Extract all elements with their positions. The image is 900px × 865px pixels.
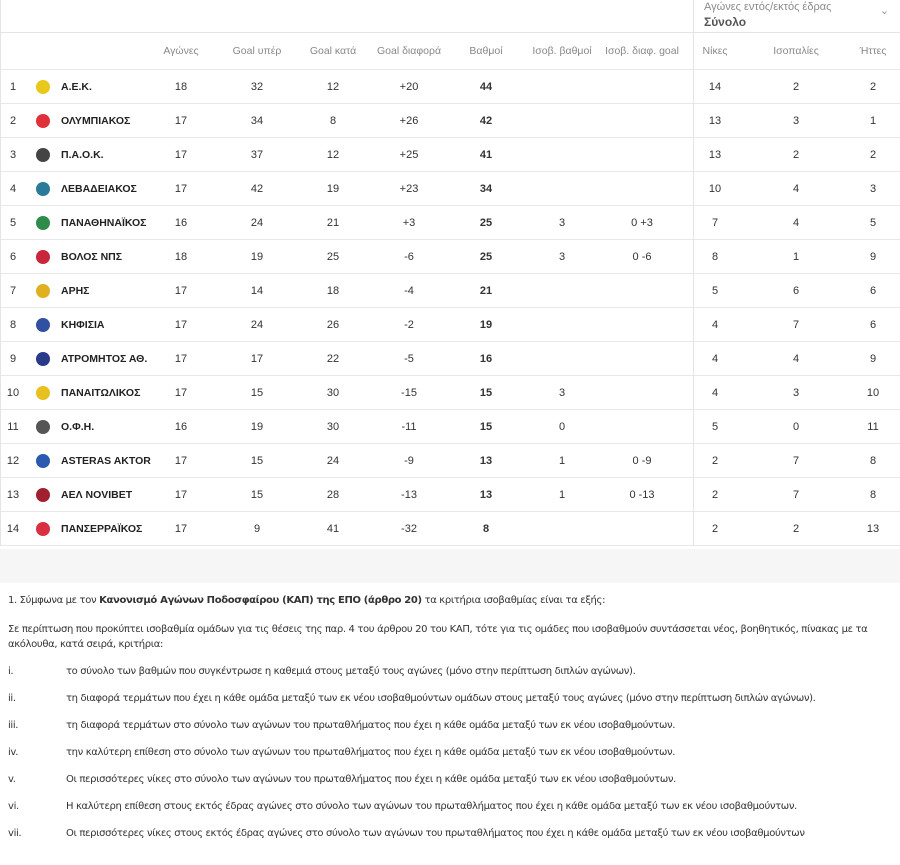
cell-tie-points: 0 <box>558 420 566 433</box>
notes-paragraph: Σε περίπτωση που προκύπτει ισοβαθμία ομάδων για τις θέσεις της παρ. 4 του άρθρου 20 του ΚΑΠ, τότε για τις ομάδες που ισοβαθμούν συντάσσεται νέος, βοηθητικός, πίνακας με τα ακόλουθα, κατά σειρά, κριτήρια: <box>8 624 868 650</box>
cell-losses: 6 <box>869 318 877 331</box>
cell-wins: 2 <box>711 522 719 535</box>
cell-wins: 4 <box>711 386 719 399</box>
team-logo-icon <box>36 182 50 196</box>
cell-goals-for: 15 <box>250 454 264 467</box>
divider <box>693 376 694 409</box>
cell-wins: 2 <box>711 454 719 467</box>
divider <box>693 240 694 273</box>
criterion-number: v. <box>8 774 16 785</box>
cell-goals-against: 25 <box>326 250 340 263</box>
cell-position: 3 <box>9 148 17 161</box>
cell-played: 17 <box>174 454 188 467</box>
table-row[interactable] <box>1 172 900 206</box>
criterion-item <box>8 828 892 839</box>
cell-played: 17 <box>174 522 188 535</box>
team-name-link[interactable]: ASTERAS AKTOR <box>61 454 151 467</box>
team-logo-icon <box>36 114 50 128</box>
cell-points: 16 <box>479 352 493 365</box>
cell-draws: 2 <box>792 148 800 161</box>
team-logo-icon <box>36 80 50 94</box>
header-goals-against: Goal κατά <box>309 45 357 57</box>
divider <box>693 33 694 69</box>
table-row[interactable] <box>1 444 900 478</box>
header-goals-for: Goal υπέρ <box>232 45 282 57</box>
team-name-link[interactable]: ΑΤΡΟΜΗΤΟΣ ΑΘ. <box>61 352 148 365</box>
cell-position: 4 <box>9 182 17 195</box>
cell-played: 18 <box>174 80 188 93</box>
cell-points: 8 <box>482 522 490 535</box>
header-goal-difference: Goal διαφορά <box>376 45 442 57</box>
cell-draws: 6 <box>792 284 800 297</box>
team-name-link[interactable]: Ο.Φ.Η. <box>61 420 95 433</box>
cell-goals-for: 37 <box>250 148 264 161</box>
cell-played: 18 <box>174 250 188 263</box>
cell-points: 25 <box>479 216 493 229</box>
cell-position: 6 <box>9 250 17 263</box>
table-row[interactable] <box>1 376 900 410</box>
team-logo-icon <box>36 352 50 366</box>
cell-goal-difference: -2 <box>404 318 414 331</box>
cell-played: 17 <box>174 386 188 399</box>
criterion-item <box>8 720 892 731</box>
intro-text: 1. Σύμφωνα με τον <box>8 595 100 606</box>
criterion-number: vi. <box>8 801 19 812</box>
cell-goals-for: 24 <box>250 318 264 331</box>
table-header-row <box>1 33 900 70</box>
cell-goals-against: 30 <box>326 420 340 433</box>
cell-played: 17 <box>174 488 188 501</box>
criterion-number: ii. <box>8 693 16 704</box>
cell-goals-for: 17 <box>250 352 264 365</box>
cell-draws: 4 <box>792 182 800 195</box>
cell-draws: 1 <box>792 250 800 263</box>
cell-draws: 4 <box>792 352 800 365</box>
cell-points: 15 <box>479 420 493 433</box>
cell-losses: 9 <box>869 250 877 263</box>
table-row[interactable] <box>1 342 900 376</box>
team-logo-icon <box>36 454 50 468</box>
cell-wins: 8 <box>711 250 719 263</box>
cell-goal-difference: -9 <box>404 454 414 467</box>
cell-wins: 10 <box>708 182 722 195</box>
cell-points: 42 <box>479 114 493 127</box>
cell-draws: 2 <box>792 80 800 93</box>
criterion-text: Οι περισσότερες νίκες στους εκτός έδρας αγώνες στο σύνολο των αγώνων του πρωταθλήματος που έχει η κάθε ομάδα μεταξύ των εκ νέου ισοβαθμούντων <box>66 828 805 839</box>
cell-tie-goal-diff: 0 -13 <box>629 488 655 501</box>
divider <box>693 274 694 307</box>
cell-goals-against: 30 <box>326 386 340 399</box>
divider <box>693 478 694 511</box>
criterion-number: vii. <box>8 828 22 839</box>
table-row[interactable] <box>1 70 900 104</box>
cell-goal-difference: +25 <box>399 148 419 161</box>
team-name-link[interactable]: ΑΕΛ NOVIBET <box>61 488 133 501</box>
cell-position: 10 <box>6 386 20 399</box>
cell-position: 2 <box>9 114 17 127</box>
cell-losses: 11 <box>867 420 879 433</box>
cell-wins: 13 <box>708 114 722 127</box>
team-logo-icon <box>36 522 50 536</box>
cell-position: 7 <box>9 284 17 297</box>
criterion-item <box>8 693 892 704</box>
cell-goals-against: 22 <box>326 352 340 365</box>
cell-goal-difference: -4 <box>404 284 414 297</box>
criterion-item <box>8 774 892 785</box>
cell-tie-points: 1 <box>558 454 566 467</box>
cell-goal-difference: -11 <box>401 420 417 433</box>
team-name-link[interactable]: ΑΡΗΣ <box>61 284 90 297</box>
cell-losses: 6 <box>869 284 877 297</box>
criterion-text: τη διαφορά τερμάτων στο σύνολο των αγώνων του πρωταθλήματος που έχει η κάθε ομάδα μεταξύ των εκ νέου ισοβαθμούντων. <box>66 720 676 731</box>
cell-wins: 14 <box>708 80 722 93</box>
table-row[interactable] <box>1 410 900 444</box>
cell-points: 44 <box>479 80 493 93</box>
team-name-link[interactable]: ΚΗΦΙΣΙΑ <box>61 318 105 331</box>
cell-points: 25 <box>479 250 493 263</box>
criterion-text: τη διαφορά τερμάτων που έχει η κάθε ομάδα μεταξύ των εκ νέου ισοβαθμούντων ομάδων στους μεταξύ τους αγώνες (μόνο στην περίπτωση διπλών αγώνων). <box>66 693 816 704</box>
cell-goals-for: 15 <box>250 488 264 501</box>
divider <box>693 410 694 443</box>
team-logo-icon <box>36 386 50 400</box>
criterion-number: iv. <box>8 747 19 758</box>
divider <box>693 138 694 171</box>
cell-losses: 3 <box>869 182 877 195</box>
cell-wins: 2 <box>711 488 719 501</box>
team-name-link[interactable]: Π.Α.Ο.Κ. <box>61 148 104 161</box>
cell-draws: 0 <box>792 420 800 433</box>
table-row[interactable] <box>1 138 900 172</box>
criterion-item <box>8 801 892 812</box>
cell-wins: 5 <box>711 420 719 433</box>
cell-points: 41 <box>479 148 493 161</box>
cell-draws: 3 <box>792 114 800 127</box>
table-row[interactable] <box>1 308 900 342</box>
cell-goals-against: 8 <box>329 114 337 127</box>
divider <box>693 104 694 137</box>
cell-goals-against: 18 <box>326 284 340 297</box>
cell-draws: 4 <box>792 216 800 229</box>
cell-goals-for: 42 <box>250 182 264 195</box>
cell-goals-against: 26 <box>326 318 340 331</box>
divider <box>693 206 694 239</box>
cell-losses: 8 <box>869 454 877 467</box>
cell-tie-goal-diff: 0 -6 <box>632 250 652 263</box>
cell-points: 13 <box>479 454 493 467</box>
cell-draws: 7 <box>792 488 800 501</box>
criterion-item <box>8 747 892 758</box>
cell-goals-for: 19 <box>250 250 264 263</box>
cell-points: 19 <box>479 318 493 331</box>
cell-losses: 9 <box>869 352 877 365</box>
cell-position: 5 <box>9 216 17 229</box>
header-tie-points: Ισοβ. βαθμοί <box>532 45 592 57</box>
cell-position: 12 <box>6 454 20 467</box>
cell-draws: 3 <box>792 386 800 399</box>
chevron-down-icon: ⌄ <box>879 5 889 17</box>
criterion-number: i. <box>8 666 14 677</box>
cell-wins: 13 <box>708 148 722 161</box>
cell-goal-difference: +20 <box>399 80 419 93</box>
team-name-link[interactable]: ΠΑΝΣΕΡΡΑΪΚΟΣ <box>61 522 143 535</box>
cell-draws: 2 <box>792 522 800 535</box>
cell-goals-against: 28 <box>326 488 340 501</box>
cell-goals-for: 32 <box>250 80 264 93</box>
standings-table <box>0 33 900 546</box>
cell-goals-for: 19 <box>250 420 264 433</box>
divider <box>693 70 694 103</box>
cell-draws: 7 <box>792 454 800 467</box>
cell-played: 16 <box>174 420 188 433</box>
divider <box>693 308 694 341</box>
table-row[interactable] <box>1 104 900 138</box>
cell-wins: 4 <box>711 352 719 365</box>
table-row[interactable] <box>1 512 900 546</box>
cell-goals-against: 19 <box>326 182 340 195</box>
cell-wins: 4 <box>711 318 719 331</box>
cell-position: 14 <box>6 522 20 535</box>
table-row[interactable] <box>1 240 900 274</box>
cell-points: 15 <box>479 386 493 399</box>
cell-goals-for: 34 <box>250 114 264 127</box>
cell-goals-against: 24 <box>326 454 340 467</box>
cell-goals-for: 14 <box>250 284 264 297</box>
cell-losses: 8 <box>869 488 877 501</box>
team-name-link[interactable]: ΛΕΒΑΔΕΙΑΚΟΣ <box>61 182 137 195</box>
cell-position: 11 <box>7 420 19 433</box>
cell-goals-for: 15 <box>250 386 264 399</box>
cell-played: 16 <box>174 216 188 229</box>
section-gap <box>0 549 900 583</box>
team-logo-icon <box>36 250 50 264</box>
cell-position: 1 <box>9 80 17 93</box>
cell-goal-difference: -15 <box>401 386 417 399</box>
cell-played: 17 <box>174 148 188 161</box>
cell-goals-against: 12 <box>326 148 340 161</box>
team-logo-icon <box>36 148 50 162</box>
cell-played: 17 <box>174 352 188 365</box>
cell-losses: 13 <box>866 522 880 535</box>
table-top-bar <box>0 0 900 33</box>
header-tie-goal-diff: Ισοβ. διαφ. goal <box>605 45 679 57</box>
header-played: Αγώνες <box>163 45 199 57</box>
intro-bold-text: Κανονισμό Αγώνων Ποδοσφαίρου (ΚΑΠ) της ΕΠΟ (άρθρο 20) <box>99 595 422 606</box>
table-row[interactable] <box>1 274 900 308</box>
cell-goal-difference: -5 <box>404 352 414 365</box>
header-wins: Νίκες <box>702 45 728 57</box>
filter-value: Σύνολο <box>704 15 747 29</box>
notes-intro <box>8 593 892 608</box>
cell-goals-against: 21 <box>326 216 340 229</box>
divider <box>693 512 694 545</box>
cell-goals-against: 12 <box>326 80 340 93</box>
cell-goal-difference: -13 <box>401 488 417 501</box>
cell-tie-points: 3 <box>558 250 566 263</box>
cell-position: 13 <box>6 488 20 501</box>
team-logo-icon <box>36 318 50 332</box>
cell-goals-for: 9 <box>253 522 261 535</box>
team-name-link[interactable]: Α.Ε.Κ. <box>61 80 92 93</box>
cell-draws: 7 <box>792 318 800 331</box>
cell-losses: 10 <box>866 386 880 399</box>
criterion-text: το σύνολο των βαθμών που συγκέντρωσε η καθεμιά στους μεταξύ τους αγώνες (μόνο στην περίπτωση διπλών αγώνων). <box>66 666 636 677</box>
header-points: Βαθμοί <box>469 45 503 57</box>
criterion-item <box>8 666 892 677</box>
cell-goals-for: 24 <box>250 216 264 229</box>
cell-goal-difference: -6 <box>404 250 414 263</box>
cell-points: 21 <box>479 284 493 297</box>
cell-position: 9 <box>9 352 17 365</box>
tiebreak-notes <box>0 583 900 865</box>
cell-tie-goal-diff: 0 +3 <box>631 216 653 229</box>
table-row[interactable] <box>1 206 900 240</box>
team-logo-icon <box>36 284 50 298</box>
header-losses: Ήττες <box>859 45 887 57</box>
team-logo-icon <box>36 488 50 502</box>
cell-tie-points: 3 <box>558 386 566 399</box>
cell-losses: 2 <box>869 80 877 93</box>
cell-tie-goal-diff: 0 -9 <box>632 454 652 467</box>
team-name-link[interactable]: ΠΑΝΑΘΗΝΑΪΚΟΣ <box>61 216 147 229</box>
table-row[interactable] <box>1 478 900 512</box>
team-logo-icon <box>36 216 50 230</box>
cell-goal-difference: -32 <box>401 522 417 535</box>
cell-played: 17 <box>174 114 188 127</box>
cell-goal-difference: +23 <box>399 182 419 195</box>
divider <box>693 172 694 205</box>
cell-wins: 7 <box>711 216 719 229</box>
team-name-link[interactable]: ΒΟΛΟΣ ΝΠΣ <box>61 250 123 263</box>
cell-played: 17 <box>174 182 188 195</box>
criterion-text: Η καλύτερη επίθεση στους εκτός έδρας αγώνες στο σύνολο των αγώνων του πρωταθλήματος που έχει η κάθε ομάδα μεταξύ των εκ νέου ισοβαθμούντων. <box>66 801 797 812</box>
team-name-link[interactable]: ΠΑΝΑΙΤΩΛΙΚΟΣ <box>61 386 141 399</box>
criterion-number: iii. <box>8 720 19 731</box>
cell-points: 34 <box>479 182 493 195</box>
criterion-text: Οι περισσότερες νίκες στο σύνολο των αγώνων του πρωταθλήματος που έχει η κάθε ομάδα μεταξύ των εκ νέου ισοβαθμούντων. <box>66 774 676 785</box>
cell-losses: 5 <box>869 216 877 229</box>
cell-goal-difference: +3 <box>402 216 416 229</box>
cell-points: 13 <box>479 488 493 501</box>
filter-label: Αγώνες εντός/εκτός έδρας <box>704 1 832 13</box>
criterion-text: την καλύτερη επίθεση στο σύνολο των αγώνων του πρωταθλήματος που έχει η κάθε ομάδα μεταξύ των εκ νέου ισοβαθμούντων. <box>66 747 676 758</box>
divider <box>693 444 694 477</box>
intro-text-end: τα κριτήρια ισοβαθμίας είναι τα εξής: <box>421 595 606 606</box>
cell-losses: 1 <box>869 114 877 127</box>
divider <box>693 342 694 375</box>
cell-wins: 5 <box>711 284 719 297</box>
cell-goals-against: 41 <box>326 522 340 535</box>
cell-played: 17 <box>174 284 188 297</box>
home-away-filter-dropdown[interactable] <box>693 0 900 33</box>
cell-tie-points: 1 <box>558 488 566 501</box>
cell-position: 8 <box>9 318 17 331</box>
cell-played: 17 <box>174 318 188 331</box>
team-logo-icon <box>36 420 50 434</box>
cell-losses: 2 <box>869 148 877 161</box>
cell-tie-points: 3 <box>558 216 566 229</box>
team-name-link[interactable]: ΟΛΥΜΠΙΑΚΟΣ <box>61 114 131 127</box>
header-draws: Ισοπαλίες <box>773 45 819 57</box>
cell-goal-difference: +26 <box>399 114 419 127</box>
